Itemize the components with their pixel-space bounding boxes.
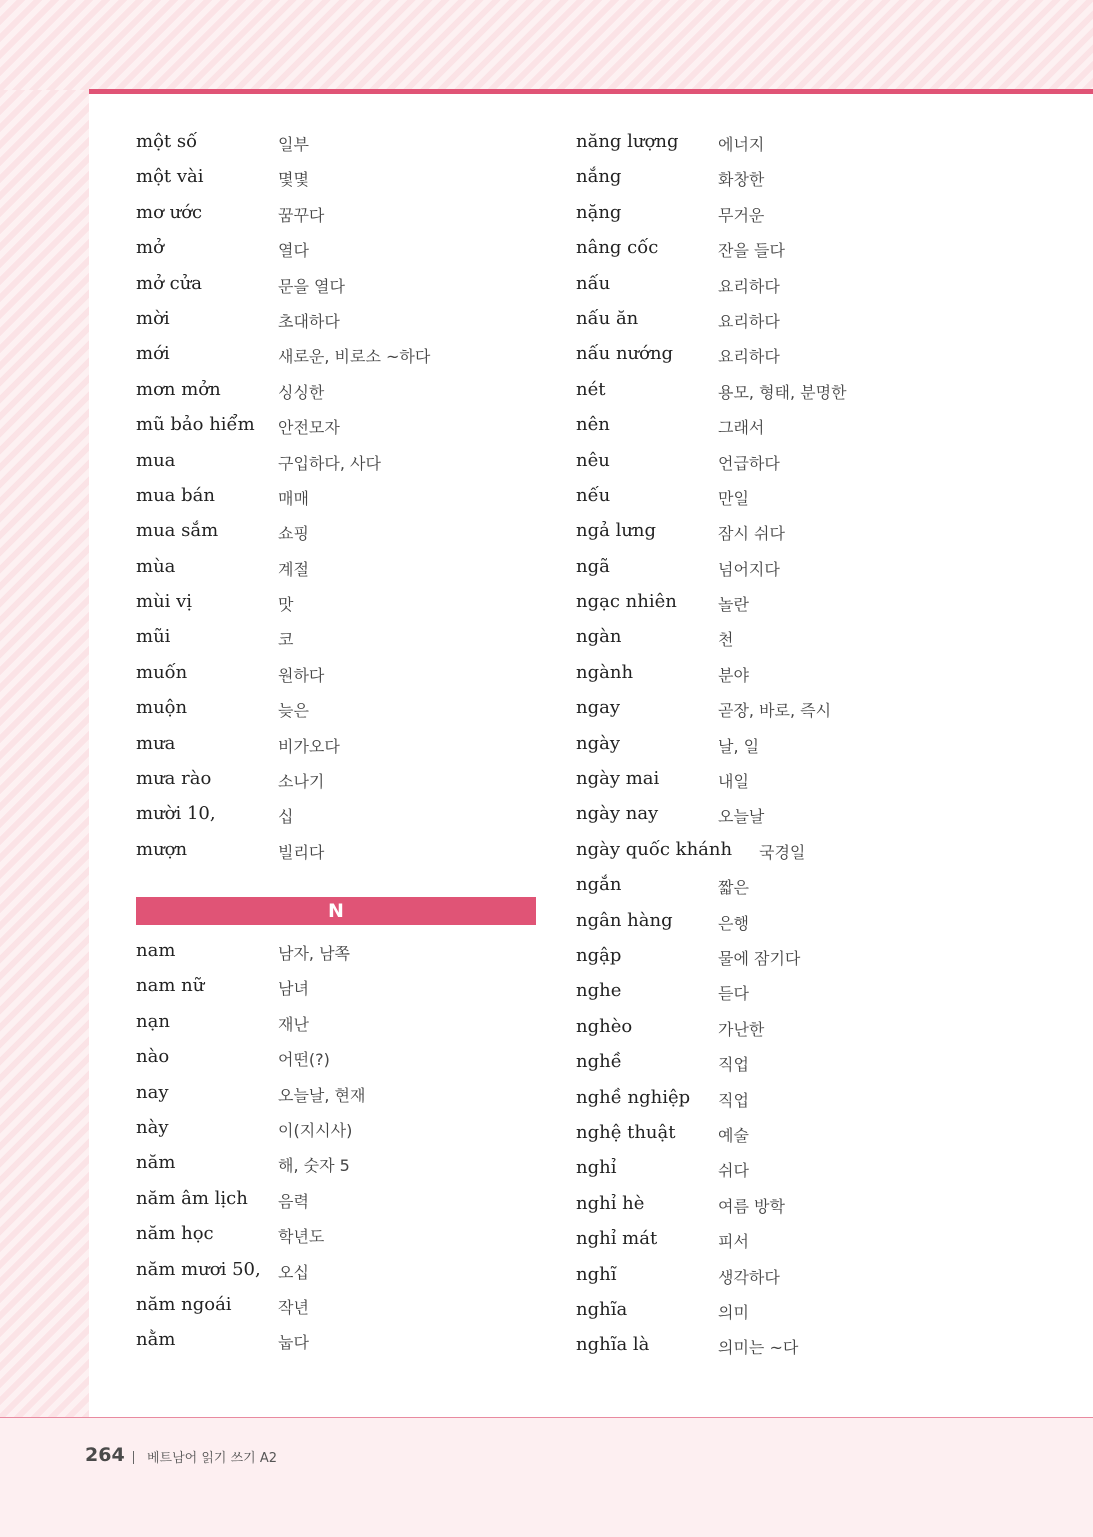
korean-meaning: 눕다 [278,1333,309,1353]
vietnamese-word: ngã [576,555,610,577]
header-rule [89,89,1093,94]
korean-meaning: 쉬다 [718,1161,749,1181]
korean-meaning: 오십 [278,1262,309,1282]
korean-meaning: 오늘날 [718,807,765,827]
vietnamese-word: ngày [576,732,621,754]
vietnamese-word: nấu ăn [576,307,639,329]
vietnamese-word: mới [136,343,170,365]
vietnamese-word: ngạc nhiên [576,591,677,613]
vietnamese-word: nấu nướng [576,343,674,365]
korean-meaning: 음력 [278,1191,309,1211]
vietnamese-word: nắng [576,166,622,188]
left-stripe-band [0,90,89,1418]
vietnamese-word: mưa [136,732,176,754]
vietnamese-word: muộn [136,697,188,719]
vietnamese-word: mở [136,237,164,259]
vietnamese-word: nghèo [576,1015,633,1037]
vietnamese-word: nghề nghiệp [576,1086,691,1108]
korean-meaning: 안전모자 [278,418,340,438]
vietnamese-word: năm [136,1152,176,1174]
korean-meaning: 예술 [718,1125,749,1145]
korean-meaning: 의미 [718,1302,749,1322]
korean-meaning: 언급하다 [718,453,780,473]
vietnamese-word: nam nữ [136,975,205,997]
korean-meaning: 피서 [718,1232,749,1252]
korean-meaning: 작년 [278,1297,309,1317]
korean-meaning: 은행 [718,913,749,933]
vietnamese-word: nghỉ hè [576,1192,645,1214]
korean-meaning: 코 [278,630,294,650]
korean-meaning: 잔을 들다 [718,241,785,261]
korean-meaning: 늦은 [278,701,309,721]
korean-meaning: 구입하다, 사다 [278,453,381,473]
page-number: 264 [85,1444,125,1466]
korean-meaning: 물에 잠기다 [718,948,801,968]
korean-meaning: 이(지시사) [278,1120,353,1140]
korean-meaning: 오늘날, 현재 [278,1085,366,1105]
korean-meaning: 몇몇 [278,170,309,190]
vietnamese-word: một vài [136,166,204,188]
korean-meaning: 새로운, 비로소 ~하다 [278,347,431,367]
korean-meaning: 놀란 [718,595,749,615]
vietnamese-word: mũ bảo hiểm [136,414,255,436]
korean-meaning: 생각하다 [718,1267,780,1287]
vietnamese-word: mưa rào [136,768,212,790]
korean-meaning: 듣다 [718,984,749,1004]
korean-meaning: 만일 [718,488,749,508]
korean-meaning: 용모, 형태, 분명한 [718,382,847,402]
vietnamese-word: nêu [576,449,610,471]
section-letter: N [328,900,344,922]
korean-meaning: 에너지 [718,135,765,154]
korean-meaning: 날, 일 [718,736,760,756]
korean-meaning: 남자, 남쪽 [278,944,350,963]
vietnamese-word: năm âm lịch [136,1187,248,1209]
vietnamese-word: nặng [576,201,622,223]
vietnamese-word: nghe [576,980,622,1002]
vietnamese-word: ngày quốc khánh [576,838,733,860]
korean-meaning: 요리하다 [718,347,780,367]
vietnamese-word: nạn [136,1010,170,1032]
vietnamese-word: nấu [576,272,611,294]
korean-meaning: 원하다 [278,665,325,685]
vietnamese-word: mở cửa [136,272,203,294]
vietnamese-word: nâng cốc [576,237,659,259]
korean-meaning: 일부 [278,135,309,154]
korean-meaning: 요리하다 [718,276,780,296]
korean-meaning: 여름 방학 [718,1196,785,1216]
book-title: 베트남어 읽기 쓰기 A2 [147,1451,278,1466]
korean-meaning: 재난 [278,1014,309,1034]
vietnamese-word: mua [136,449,176,471]
vietnamese-word: ngả lưng [576,520,657,542]
vietnamese-word: mơn mởn [136,378,221,400]
vietnamese-word: ngàn [576,626,622,648]
korean-meaning: 쇼핑 [278,524,309,544]
vietnamese-word: năm ngoái [136,1293,232,1315]
vietnamese-word: nay [136,1081,169,1103]
vietnamese-word: nên [576,414,610,436]
vietnamese-word: nghĩa là [576,1334,650,1356]
korean-meaning: 잠시 쉬다 [718,524,785,544]
vietnamese-word: nghệ thuật [576,1121,676,1143]
korean-meaning: 그래서 [718,418,765,438]
vietnamese-word: nằm [136,1329,176,1351]
korean-meaning: 분야 [718,665,749,685]
korean-meaning: 꿈꾸다 [278,205,325,225]
vietnamese-word: nghỉ [576,1157,617,1179]
korean-meaning: 천 [718,630,734,650]
vietnamese-word: nghỉ mát [576,1228,658,1250]
korean-meaning: 싱싱한 [278,382,325,402]
vietnamese-word: mũi [136,626,171,648]
korean-meaning: 요리하다 [718,311,780,331]
vietnamese-word: ngân hàng [576,909,673,931]
footer-separator [133,1451,134,1464]
korean-meaning: 국경일 [759,842,806,862]
korean-meaning: 열다 [278,241,309,261]
vietnamese-word: mời [136,307,170,329]
vietnamese-word: mơ ước [136,201,203,223]
korean-meaning: 계절 [278,559,309,579]
korean-meaning: 십 [278,807,294,827]
korean-meaning: 의미는 ~다 [718,1338,799,1358]
vietnamese-word: này [136,1116,169,1138]
vietnamese-word: mượn [136,838,188,860]
vietnamese-word: mười 10, [136,803,216,825]
korean-meaning: 직업 [718,1090,749,1110]
vietnamese-word: ngành [576,661,634,683]
vietnamese-word: nam [136,940,176,961]
korean-meaning: 매매 [278,488,309,508]
vietnamese-word: mùa [136,555,176,577]
vietnamese-word: nét [576,378,606,400]
vietnamese-word: nếu [576,484,611,506]
vietnamese-word: ngày mai [576,768,660,790]
korean-meaning: 문을 열다 [278,276,345,296]
korean-meaning: 내일 [718,772,749,792]
korean-meaning: 직업 [718,1055,749,1075]
korean-meaning: 무거운 [718,205,765,225]
page-footer [0,1417,1093,1537]
vietnamese-word: nghề [576,1051,622,1073]
vietnamese-word: một số [136,131,198,152]
korean-meaning: 곧장, 바로, 즉시 [718,701,832,721]
top-stripe-band [0,0,1093,90]
section-header-n [136,897,536,925]
korean-meaning: 짧은 [718,878,749,898]
vietnamese-word: năng lượng [576,131,679,152]
vietnamese-word: ngày nay [576,803,659,825]
korean-meaning: 맛 [278,595,294,615]
vietnamese-word: năm mươi 50, [136,1258,261,1280]
korean-meaning: 소나기 [278,772,325,792]
korean-meaning: 비가오다 [278,736,340,756]
vietnamese-word: ngập [576,944,622,966]
vietnamese-word: ngay [576,697,621,719]
korean-meaning: 넘어지다 [718,559,780,579]
vietnamese-word: mua sắm [136,520,219,542]
korean-meaning: 학년도 [278,1227,325,1247]
vietnamese-word: mùi vị [136,591,193,613]
korean-meaning: 가난한 [718,1019,765,1039]
vietnamese-word: ngắn [576,874,622,896]
vietnamese-word: mua bán [136,484,215,506]
vietnamese-word: nghĩa [576,1298,628,1320]
korean-meaning: 어떤(?) [278,1050,330,1070]
vietnamese-word: năm học [136,1223,214,1245]
korean-meaning: 남녀 [278,979,309,999]
korean-meaning: 빌리다 [278,842,325,862]
korean-meaning: 화창한 [718,170,765,190]
vietnamese-word: muốn [136,661,188,683]
vietnamese-word: nào [136,1046,170,1068]
korean-meaning: 해, 숫자 5 [278,1156,350,1176]
vietnamese-word: nghĩ [576,1263,617,1285]
korean-meaning: 초대하다 [278,311,340,331]
